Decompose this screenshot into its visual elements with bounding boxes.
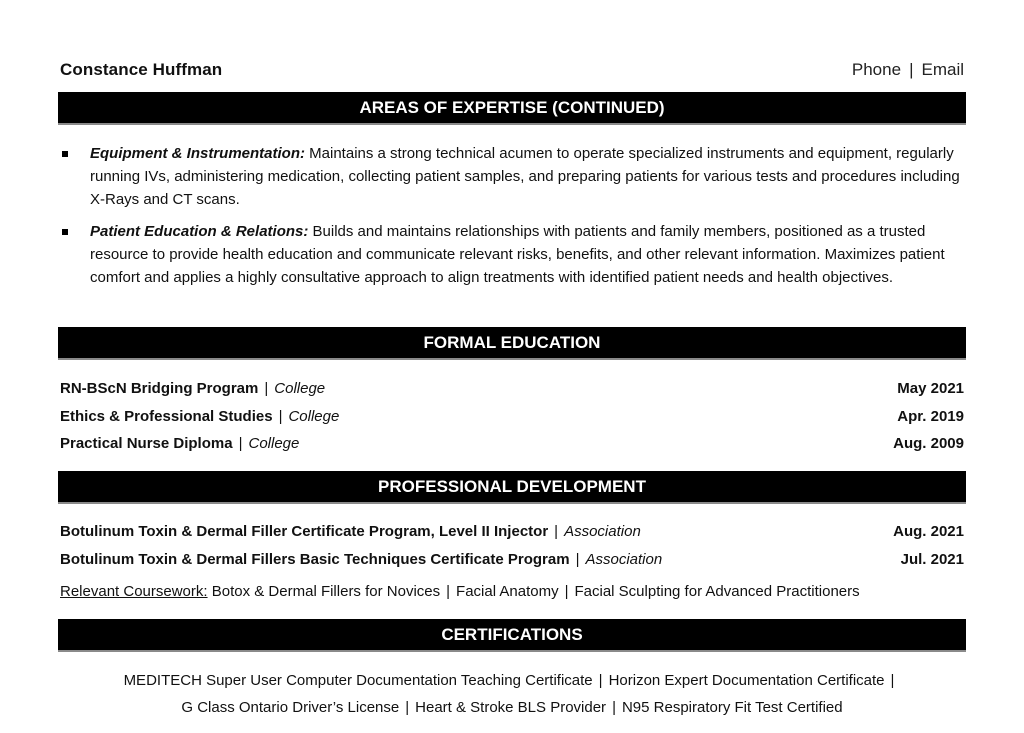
coursework-item: Botox & Dermal Fillers for Novices [211, 583, 441, 600]
certifications-line [58, 694, 966, 721]
contact-info [852, 60, 964, 80]
section-title-education: FORMAL EDUCATION [58, 327, 966, 358]
expertise-item [58, 142, 966, 211]
certification-separator: | [612, 699, 616, 716]
entry-institution: College [288, 407, 340, 425]
entry-date: May 2021 [897, 379, 964, 397]
education-entry [60, 376, 964, 400]
entry-date: Aug. 2021 [893, 522, 964, 540]
expertise-list [58, 220, 966, 289]
entry-title: Practical Nurse Diploma [60, 434, 233, 452]
entry-institution: College [274, 379, 326, 397]
entry-institution: College [248, 434, 300, 452]
entry-title: Ethics & Professional Studies [60, 407, 273, 425]
entry-date: Aug. 2009 [893, 434, 964, 452]
coursework-separator: | [446, 583, 451, 600]
certification-item: N95 Respiratory Fit Test Certified [621, 699, 843, 716]
expertise-text: Maintains a strong technical acumen to operate specialized instruments and equipment, regularly running IVs, administering medication, collecting patient samples, and preparing patients for various tests and procedures including X-Rays and CT scans. [90, 145, 960, 208]
entry-separator: | [575, 550, 580, 568]
coursework-label: Relevant Coursework: [60, 583, 208, 600]
certification-separator: | [890, 672, 895, 689]
certifications-line [58, 667, 966, 694]
certification-item: Horizon Expert Documentation Certificate [608, 672, 885, 689]
certification-separator: | [598, 672, 603, 689]
development-entry [60, 547, 964, 571]
relevant-coursework [60, 580, 964, 604]
education-entry [60, 431, 964, 455]
coursework-item: Facial Anatomy [456, 583, 559, 600]
expertise-item [58, 220, 966, 289]
entry-separator: | [554, 522, 559, 540]
contact-separator: | [909, 60, 914, 79]
certification-item: G Class Ontario Driver’s License [181, 699, 400, 716]
development-entry [60, 519, 964, 543]
section-title-expertise: AREAS OF EXPERTISE (CONTINUED) [58, 92, 966, 123]
candidate-name: Constance Huffman [60, 60, 223, 79]
certification-item: Heart & Stroke BLS Provider [415, 699, 607, 716]
entry-separator: | [238, 434, 243, 452]
section-title-development: PROFESSIONAL DEVELOPMENT [58, 471, 966, 502]
entry-separator: | [278, 407, 283, 425]
email-text: Email [921, 60, 964, 79]
coursework-separator: | [564, 583, 569, 600]
section-title-certifications: CERTIFICATIONS [58, 619, 966, 650]
education-entry [60, 404, 964, 428]
bullet-square-icon [62, 229, 68, 235]
expertise-text: Builds and maintains relationships with patients and family members, positioned as a trusted resource to provide health education and communicate relevant risks, benefits, and other relevant information. Maximizes patient comfort and applies a highly consultative approach to align treatments with identified patient needs and health objectives. [90, 223, 945, 286]
certification-separator: | [405, 699, 410, 716]
expertise-list [58, 142, 966, 211]
certifications-list [58, 667, 966, 721]
entry-institution: Association [564, 522, 641, 540]
entry-title: RN-BScN Bridging Program [60, 379, 259, 397]
entry-date: Apr. 2019 [897, 407, 964, 425]
phone-text: Phone [851, 60, 902, 79]
bullet-square-icon [62, 151, 68, 157]
entry-separator: | [264, 379, 269, 397]
certification-item: MEDITECH Super User Computer Documentation Teaching Certificate [123, 672, 593, 689]
expertise-lead: Equipment & Instrumentation: [90, 145, 305, 162]
expertise-lead: Patient Education & Relations: [90, 223, 309, 240]
entry-date: Jul. 2021 [900, 550, 964, 568]
entry-title: Botulinum Toxin & Dermal Fillers Basic Techniques Certificate Program [60, 550, 570, 568]
entry-institution: Association [585, 550, 663, 568]
resume-header [60, 58, 964, 82]
entry-title: Botulinum Toxin & Dermal Filler Certificate Program, Level II Injector [60, 522, 549, 540]
coursework-item: Facial Sculpting for Advanced Practitioners [574, 583, 860, 600]
